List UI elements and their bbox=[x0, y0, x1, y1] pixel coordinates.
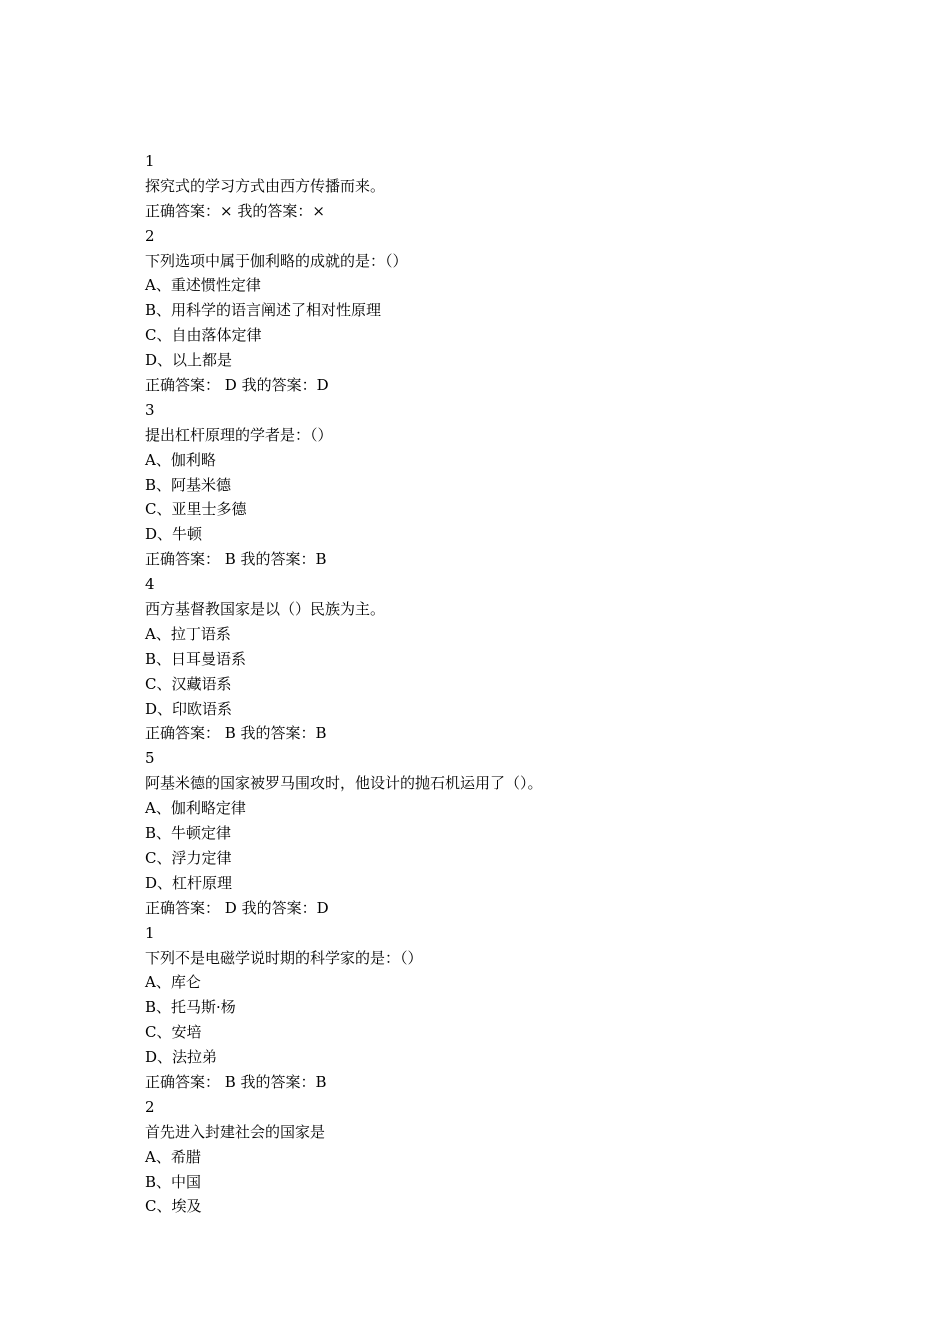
question-text: 西方基督教国家是以（）民族为主。 bbox=[145, 600, 386, 619]
option-d: D、法拉弟 bbox=[145, 1048, 218, 1067]
option-b: B、托马斯·杨 bbox=[145, 998, 236, 1017]
option-a: A、库仑 bbox=[145, 973, 201, 992]
question-text: 阿基米德的国家被罗马围攻时，他设计的抛石机运用了（）。 bbox=[145, 774, 543, 793]
answer-line: 正确答案： D 我的答案：D bbox=[145, 376, 329, 395]
option-c: C、安培 bbox=[145, 1023, 202, 1042]
option-d: D、杠杆原理 bbox=[145, 873, 233, 892]
option-b: B、用科学的语言阐述了相对性原理 bbox=[145, 301, 382, 320]
option-b: B、日耳曼语系 bbox=[145, 649, 247, 668]
option-c: C、亚里士多德 bbox=[145, 500, 247, 519]
option-c: C、自由落体定律 bbox=[145, 326, 262, 345]
answer-line: 正确答案： B 我的答案：B bbox=[145, 724, 327, 743]
answer-line: 正确答案：× 我的答案：× bbox=[145, 201, 325, 220]
answer-line: 正确答案： D 我的答案：D bbox=[145, 898, 329, 917]
option-a: A、伽利略定律 bbox=[145, 799, 246, 818]
option-c: C、浮力定律 bbox=[145, 848, 232, 867]
question-number: 1 bbox=[145, 923, 155, 942]
option-b: B、中国 bbox=[145, 1172, 202, 1191]
question-number: 4 bbox=[145, 575, 155, 594]
option-d: D、印欧语系 bbox=[145, 699, 233, 718]
option-a: A、重述惯性定律 bbox=[145, 276, 261, 295]
option-a: A、拉丁语系 bbox=[145, 624, 231, 643]
document-page bbox=[145, 149, 865, 1219]
option-d: D、以上都是 bbox=[145, 351, 233, 370]
option-a: A、伽利略 bbox=[145, 450, 216, 469]
answer-line: 正确答案： B 我的答案：B bbox=[145, 1072, 327, 1091]
option-b: B、阿基米德 bbox=[145, 475, 232, 494]
question-text: 首先进入封建社会的国家是 bbox=[145, 1122, 326, 1141]
question-text: 下列选项中属于伽利略的成就的是：（） bbox=[145, 251, 408, 270]
answer-line: 正确答案： B 我的答案：B bbox=[145, 550, 327, 569]
question-number: 2 bbox=[145, 226, 155, 245]
option-c: C、汉藏语系 bbox=[145, 674, 232, 693]
question-text: 探究式的学习方式由西方传播而来。 bbox=[145, 176, 386, 195]
question-number: 5 bbox=[145, 749, 155, 768]
question-number: 3 bbox=[145, 400, 155, 419]
option-d: D、牛顿 bbox=[145, 525, 203, 544]
option-a: A、希腊 bbox=[145, 1147, 201, 1166]
question-number: 1 bbox=[145, 152, 155, 170]
question-text: 提出杠杆原理的学者是：（） bbox=[145, 425, 333, 444]
question-number: 2 bbox=[145, 1097, 155, 1116]
question-text: 下列不是电磁学说时期的科学家的是：（） bbox=[145, 948, 423, 967]
option-b: B、牛顿定律 bbox=[145, 824, 232, 843]
option-c: C、埃及 bbox=[145, 1197, 202, 1216]
